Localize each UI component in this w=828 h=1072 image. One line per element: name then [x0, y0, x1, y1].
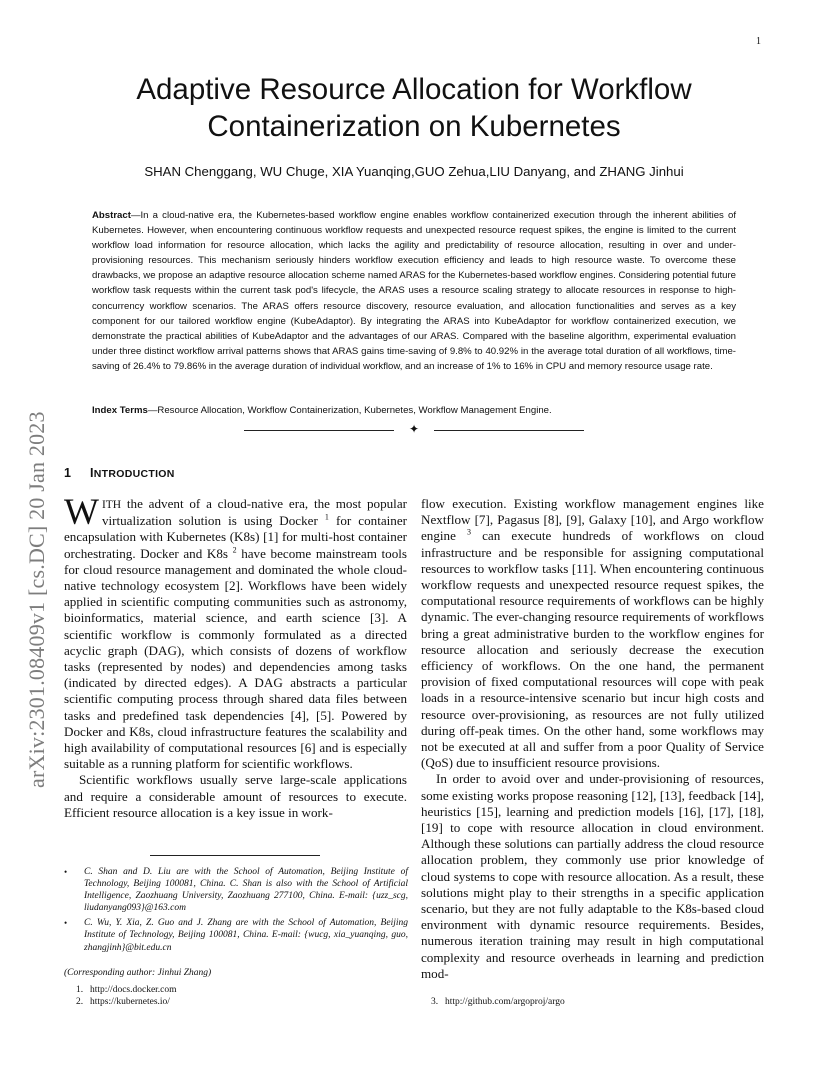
footnote-marker-3: 3 [467, 528, 472, 538]
footnote-3-number: 3. [431, 997, 439, 1007]
footnote-1-link[interactable]: http://docs.docker.com [90, 985, 177, 995]
divider-line-left [244, 430, 394, 431]
arxiv-stamp: arXiv:2301.08409v1 [cs.DC] 20 Jan 2023 [24, 411, 49, 788]
intro-p3-part2: can execute hundreds of workflows on cloud infrastructure and be responsible for assigning computational resources to workflow tasks [11]. When encountering continuous workflow requests and unexpected resource request spikes, the computational resource requirements of workflows can be highly dynamic. The ever-changing resource requirements of workflows bring a great administrative burden to the workflow engines for resource allocation and seriously decrease the execution efficiency of workflows. On the one hand, the permanent provision of fixed computational resources will cope with peak loads in a resource-intensive scenario but incur high costs and resource over-provisioning, as resources are not fully utilized during off-peak times. On the other hand, some workflows may not be executed at all and suffer from a poor Quality of Service (QoS) due to insufficient resource provisions. [421, 528, 764, 771]
title-line-1: Adaptive Resource Allocation for Workflow [136, 73, 692, 106]
affiliation-item [64, 917, 408, 953]
footnote-marker-2: 2 [232, 545, 237, 555]
intro-paragraph-4: In order to avoid over and under-provisioning of resources, some existing works propose reasoning [12], [13], feedback [14], heuristics [15], learning and prediction models [16], [17], [18], [19] to cope with resource allocation in cloud environment. Although these solutions can partially address the cloud resource allocation problem, they commonly use prior knowledge of cloud systems to cope with resource allocation. As a result, these solutions might play to their strengths in a specific application scenario, but they are not fully adaptable to the K8s-based cloud environment with dynamic resource requirements. Besides, numerous iteration training may result in high computational complexity and resource overheads in learning and prediction mod- [421, 771, 764, 981]
divider-line-right [434, 430, 584, 431]
footnote-rule [150, 855, 320, 856]
intro-paragraph-3 [421, 496, 764, 771]
bullet-icon: • [64, 918, 68, 929]
abstract-text: —In a cloud-native era, the Kubernetes-based workflow engine enables workflow containerized execution through the inherent abilities of Kubernetes. However, when encountering continuous workflow requests and unexpected resource request spikes, the engine is limited to the current workflow load information for resource allocation, which lacks the agility and predictability of resource allocation, resulting in over and under-provisioning resources. This mechanism seriously hinders workflow execution efficiency and leads to high resource waste. To overcome these drawbacks, we propose an adaptive resource allocation scheme named ARAS for the Kubernetes-based workflow engines. Considering potential future workflow task requests within the current task pod's lifecycle, the ARAS uses a resource scaling strategy to allocate resources in response to high-concurrency workflow scenarios. The ARAS offers resource discovery, resource evaluation, and allocation functionalities and serves as a key component for our tailored workflow engine (KubeAdaptor). By integrating the ARAS into KubeAdaptor for workflow containerized execution, we demonstrate the practical abilities of KubeAdaptor and the advantages of our ARAS. Compared with the baseline algorithm, experimental evaluation under three distinct workflow arrival patterns shows that ARAS gains time-saving of 9.8% to 40.92% in the average total duration of all workflows, time-saving of 26.4% to 79.86% in the average duration of individual workflow, and an increase of 1% to 16% in CPU and memory resource usage rate. [92, 210, 736, 372]
author-list: SHAN Chenggang, WU Chuge, XIA Yuanqing,GUO Zehua,LIU Danyang, and ZHANG Jinhui [144, 164, 684, 179]
intro-p1-part2: for container encapsulation with Kubernetes (K8s) [1] for multi-host container orchestrating. Docker and K8s [64, 513, 408, 561]
intro-p3-part1: flow execution. Existing workflow management engines like Nextflow [7], Pagasus [8], [9], Galaxy [10], and Argo workflow engine [421, 496, 764, 544]
right-column [421, 496, 764, 982]
footnote-3-link[interactable]: http://github.com/argoproj/argo [445, 997, 565, 1007]
index-terms [92, 404, 736, 418]
intro-paragraph-1 [64, 492, 408, 772]
footnote-marker-1: 1 [324, 512, 329, 522]
index-terms-text: —Resource Allocation, Workflow Containerization, Kubernetes, Workflow Management Engine. [147, 405, 552, 416]
affiliation-text-2: C. Wu, Y. Xia, Z. Guo and J. Zhang are with the School of Automation, Beijing Institute of Technology, Beijing 100081, China. E-mail: {wucg, xia_yuanqing, guo, zhangjinh}@bit.edu.cn [84, 918, 408, 953]
section-divider [244, 424, 584, 438]
footnote-1-number: 1. [76, 985, 84, 995]
divider-ornament-icon: ✦ [408, 422, 420, 436]
section-title-initial: I [90, 466, 94, 480]
intro-p1-part1: the advent of a cloud-native era, the most popular virtualization solution is using Docker [101, 496, 407, 529]
section-number: 1 [64, 466, 72, 480]
footnote-1 [76, 984, 177, 996]
page-number: 1 [756, 36, 761, 47]
footnote-3 [431, 996, 565, 1008]
footnote-2 [76, 996, 170, 1008]
intro-paragraph-2: Scientific workflows usually serve large-scale applications and require a considerable amount of resources to execute. Efficient resource allocation is a key issue in work- [64, 772, 407, 820]
affiliation-list [64, 866, 408, 957]
abstract-label: Abstract [92, 210, 131, 221]
footnote-2-link[interactable]: https://kubernetes.io/ [90, 997, 170, 1007]
footnote-2-number: 2. [76, 997, 84, 1007]
section-title-rest: NTRODUCTION [93, 468, 175, 480]
drop-cap: W [64, 492, 99, 533]
paper-title [90, 71, 738, 145]
bullet-icon: • [64, 867, 68, 877]
section-heading [64, 466, 175, 480]
corresponding-author: (Corresponding author: Jinhui Zhang) [64, 968, 212, 978]
title-line-2: Containerization on Kubernetes [207, 110, 621, 143]
intro-p1-part3: have become mainstream tools for cloud resource management and dominated the whole cloud-native technology ecosystem [2]. Workflows have been widely applied in scientific computing communities such as astronomy, bioinformatics, material science, and earth science [3]. A scientific workflow is commonly formulated as a directed acyclic graph (DAG), which consists of dozens of workflow tasks (represented by nodes) and dependencies among tasks (indicated by directed edges). A DAG abstracts a particular scientific computing process through shared data files between tasks and predefined task dependencies [4], [5]. Powered by Docker and K8s, cloud infrastructure features the scalability and high availability of computational resources [6] and is especially suitable as a running platform for scientific workflows. [64, 545, 407, 772]
index-terms-label: Index Terms [92, 405, 148, 416]
affiliation-text-1: C. Shan and D. Liu are with the School of Automation, Beijing Institute of Technology, Beijing 100081, China. C. Shan is also with the School of Artificial Intelligence, Zaozhuang University, Zaozhuang 277100, China. E-mail: {uzz_scg, liudanyang093}@163.com [84, 867, 408, 914]
left-column [64, 492, 408, 821]
affiliation-item [64, 866, 408, 914]
abstract [92, 208, 736, 374]
first-word-rest: ITH [101, 499, 122, 511]
